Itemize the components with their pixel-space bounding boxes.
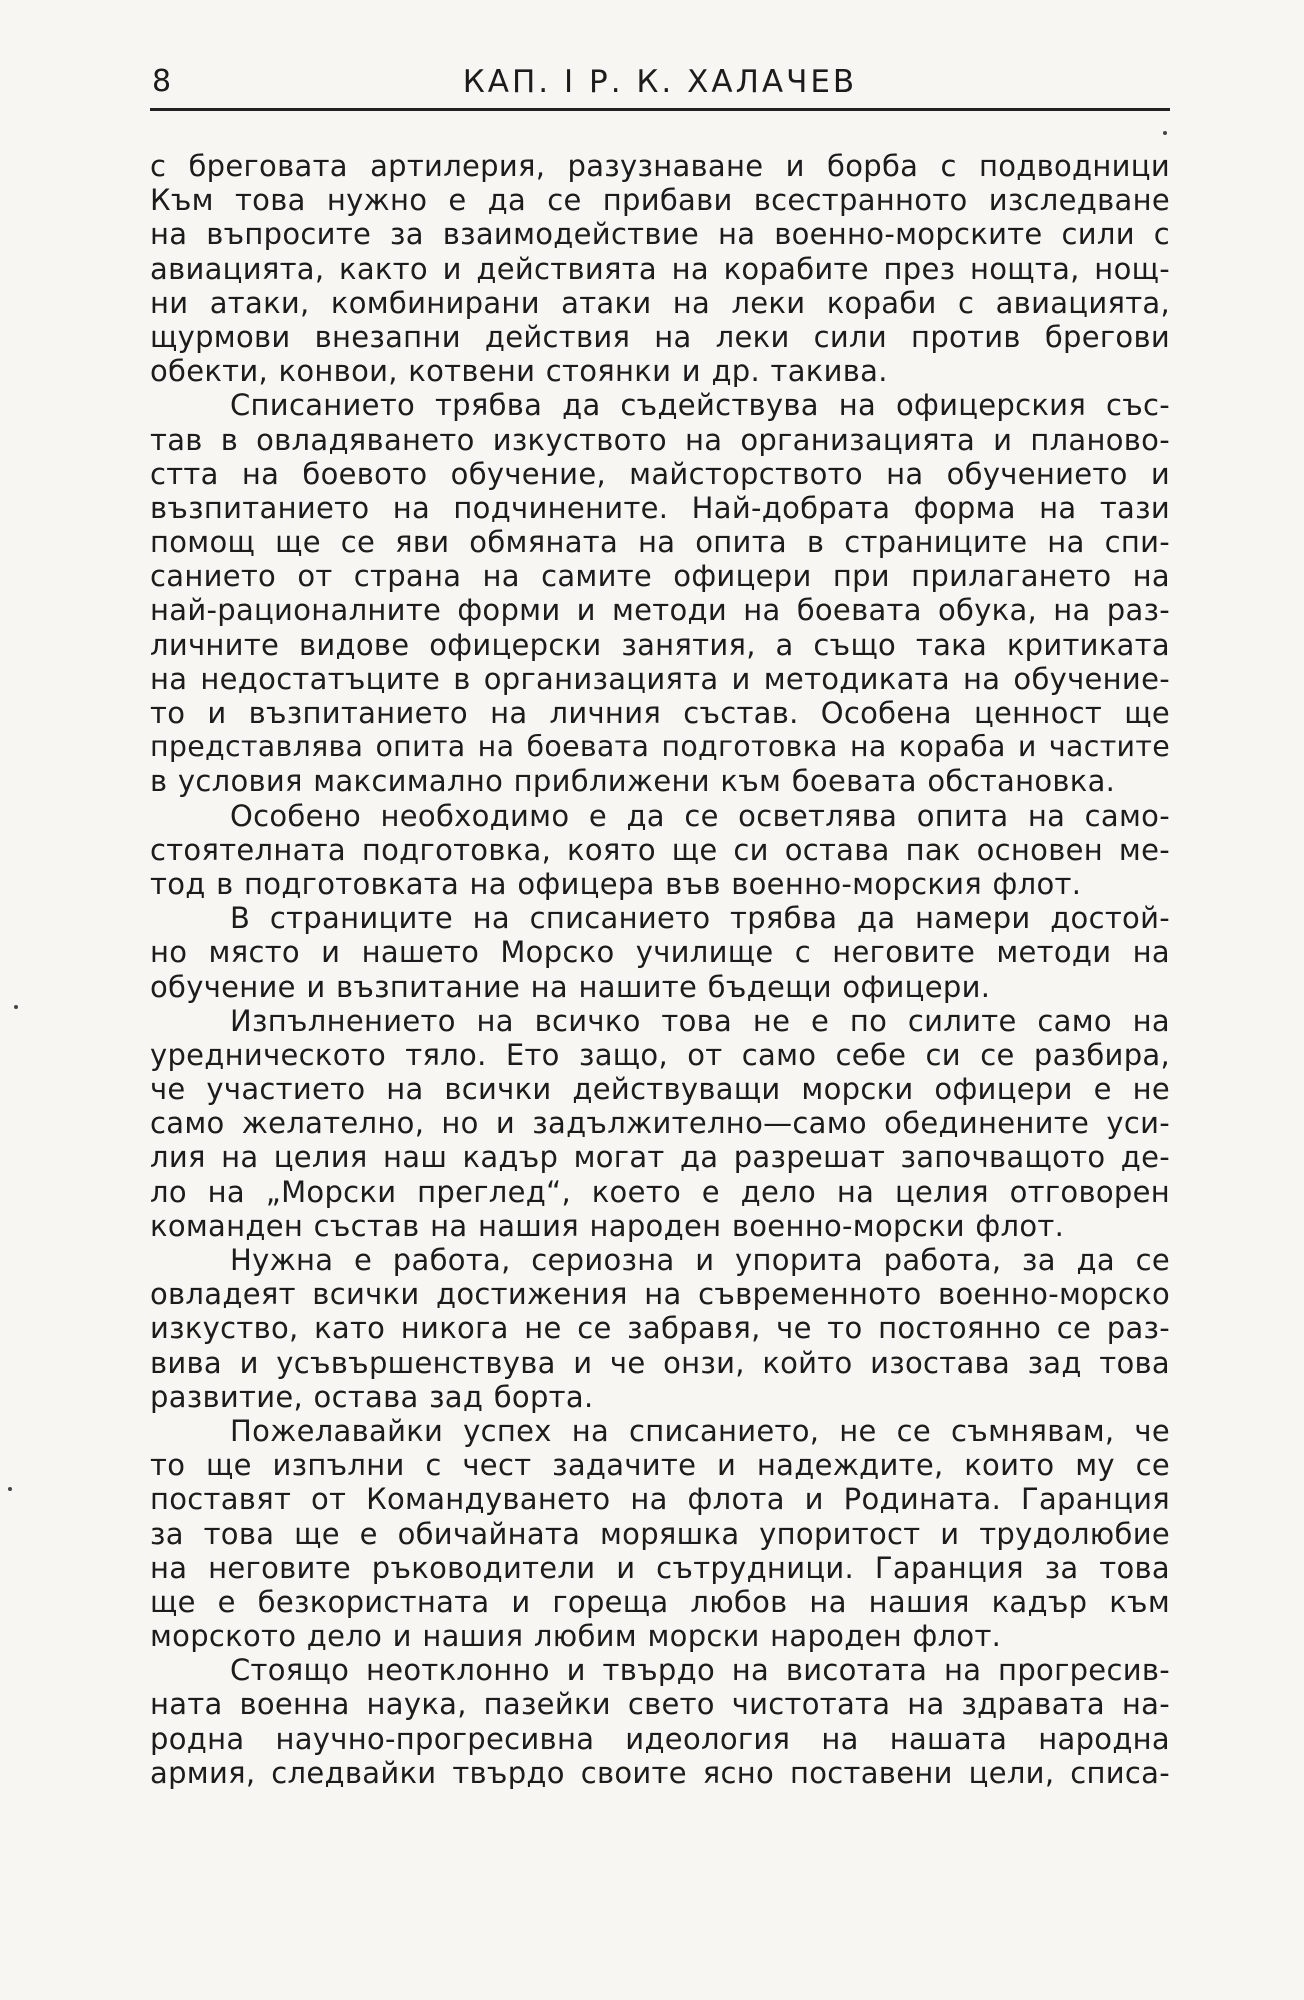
text-line: лия на целия наш кадър могат да разрешат започващото де- <box>150 1140 1170 1175</box>
text-line: армия, следвайки твърдо своите ясно поставени цели, списа- <box>150 1755 1170 1790</box>
text-line: Изпълнението на всичко това не е по силите само на <box>230 1003 1170 1038</box>
text-line: на неговите ръководители и сътрудници. Гаранция за това <box>150 1550 1170 1585</box>
text-line: представлява опита на боевата подготовка на кораба и частите <box>150 730 1170 764</box>
text-line: уредническото тяло. Ето защо, от само себе си се разбира, <box>150 1037 1170 1072</box>
text-line: но място и нашето Морско училище с неговите методи на <box>150 935 1170 970</box>
text-line: в условия максимално приближени към боевата обстановка. <box>150 764 1116 799</box>
text-line: вива и усъвършенствува и че онзи, който изостава зад това <box>150 1345 1170 1380</box>
text-line: щурмови внезапни действия на леки сили против брегови <box>150 319 1170 354</box>
text-line: Особено необходимо е да се осветлява опита на само- <box>230 798 1170 833</box>
text-line: морското дело и нашия любим морски народен флот. <box>150 1619 1002 1654</box>
text-line: стоятелната подготовка, която ще си остава пак основен ме- <box>150 832 1170 867</box>
text-line: санието от страна на самите офицери при прилагането на <box>150 559 1170 594</box>
running-header <box>150 50 1170 111</box>
text-line: обекти, конвои, котвени стоянки и др. такива. <box>150 354 888 389</box>
text-line: ни атаки, комбинирани атаки на леки кораби с авиацията, <box>150 285 1170 320</box>
text-line: за това ще е обичайната моряшка упоритост и трудолюбие <box>150 1516 1170 1551</box>
text-line: на недостатъците в организацията и методиката на обучение- <box>150 661 1170 696</box>
text-line: помощ ще се яви обмяната на опита в страниците на спи- <box>150 525 1170 560</box>
book-page <box>150 50 1170 1950</box>
text-line: че участието на всички действуващи морски офицери е не <box>150 1072 1170 1107</box>
text-line: команден състав на нашия народен военно-морски флот. <box>150 1208 1065 1243</box>
text-line: развитие, остава зад борта. <box>150 1379 594 1414</box>
text-line: изкуство, като никога не се забравя, че то постоянно се раз- <box>150 1311 1170 1346</box>
text-line: тав в овладяването изкуството на организацията и планово- <box>150 422 1170 457</box>
text-line: поставят от Командуването на флота и Родината. Гаранция <box>150 1482 1170 1517</box>
text-line: Пожелавайки успех на списанието, не се съмнявам, че <box>230 1413 1170 1448</box>
text-line: то и възпитанието на личния състав. Особена ценност ще <box>150 696 1170 730</box>
text-line: обучение и възпитание на нашите бъдещи офицери. <box>150 969 991 1004</box>
text-line: Към това нужно е да се прибави всестранното изследване <box>150 183 1170 218</box>
text-line: В страниците на списанието трябва да намери достой- <box>230 901 1170 936</box>
text-line: Стоящо неотклонно и твърдо на висотата на прогресив- <box>230 1653 1170 1688</box>
text-line: овладеят всички достижения на съвременното военно-морско <box>150 1277 1170 1312</box>
text-line: тод в подготовката на офицера във военно-морския флот. <box>150 866 1082 901</box>
text-line: родна научно-прогресивна идеология на нашата народна <box>150 1721 1170 1756</box>
page-number: 8 <box>152 64 173 99</box>
text-line: на въпросите за взаимодействие на военно-морските сили с <box>150 217 1170 252</box>
print-speck <box>1163 131 1167 135</box>
text-line: ще е безкористната и гореща любов на нашия кадър към <box>150 1584 1170 1619</box>
text-line: Нужна е работа, сериозна и упорита работа, за да се <box>230 1243 1170 1277</box>
body-text <box>150 149 1170 1790</box>
text-line: с бреговата артилерия, разузнаване и борба с подводници <box>150 149 1170 183</box>
text-line: личните видове офицерски занятия, а също така критиката <box>150 627 1170 662</box>
text-line: ната военна наука, пазейки свето чистотата на здравата на- <box>150 1687 1170 1722</box>
text-line: стта на боевото обучение, майсторството на обучението и <box>150 456 1170 491</box>
text-line: възпитанието на подчинените. Най-добрата форма на тази <box>150 490 1170 525</box>
text-line: то ще изпълни с чест задачите и надеждите, които му се <box>150 1448 1170 1483</box>
text-line: ло на „Морски преглед“, което е дело на целия отговорен <box>150 1174 1170 1209</box>
text-line: авиацията, както и действията на корабите през нощта, нощ- <box>150 251 1170 286</box>
print-speck <box>14 1005 18 1009</box>
print-speck <box>8 1487 12 1491</box>
text-line: най-рационалните форми и методи на боевата обука, на раз- <box>150 593 1170 628</box>
text-line: Списанието трябва да съдействува на офицерския със- <box>230 388 1170 423</box>
running-header-title: КАП. I Р. К. ХАЛАЧЕВ <box>462 64 858 100</box>
text-line: само желателно, но и задължително—само обединените уси- <box>150 1106 1170 1141</box>
